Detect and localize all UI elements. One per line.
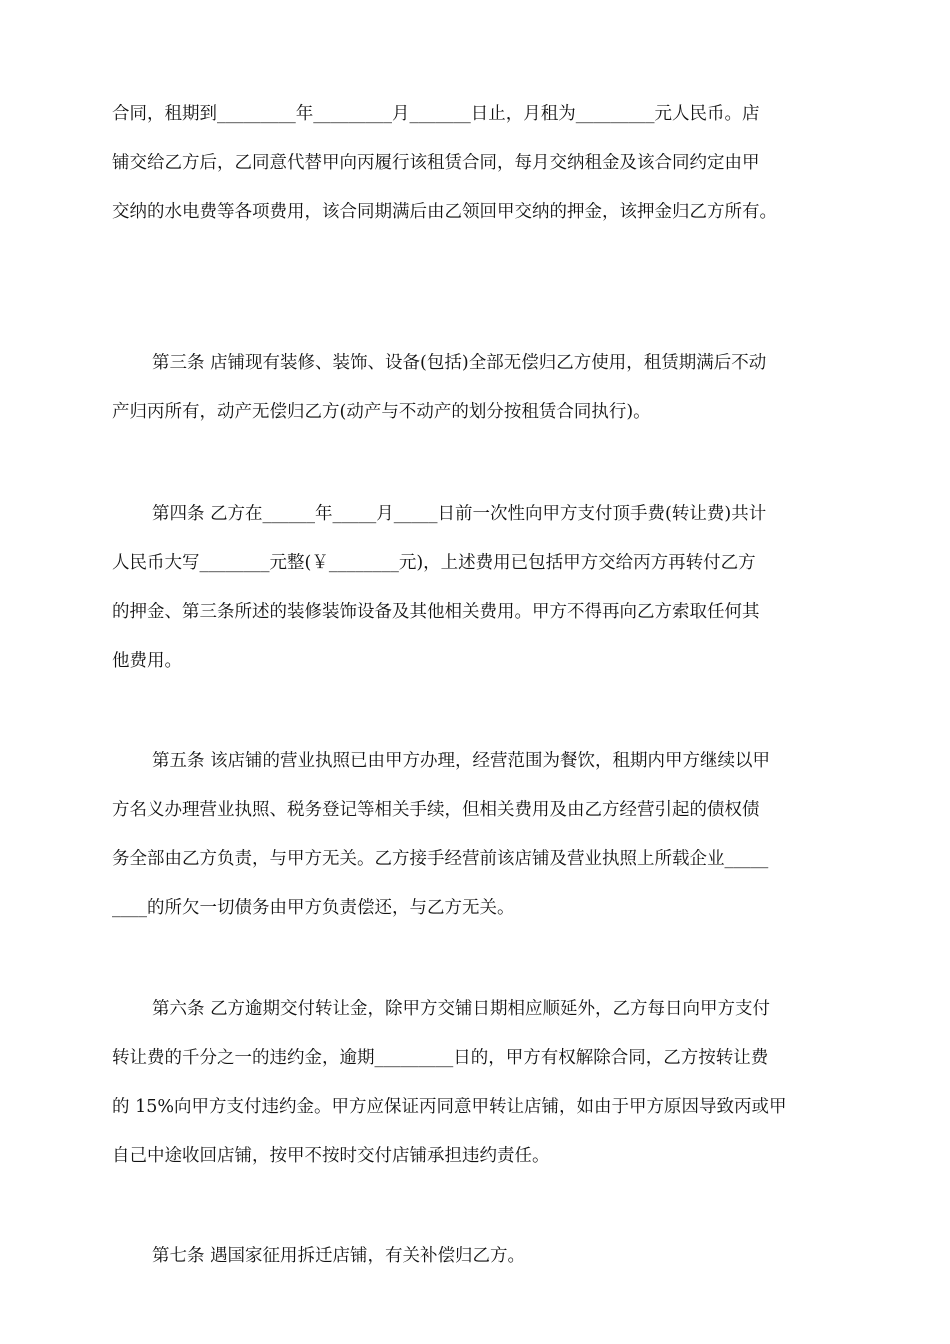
paragraph-article-7 — [112, 1232, 847, 1281]
text-line: 他费用。 — [112, 651, 182, 671]
text-line: 自己中途收回店铺，按甲不按时交付店铺承担违约责任。 — [112, 1146, 550, 1166]
paragraph-contract-term-continued — [112, 90, 847, 237]
text-line: 方名义办理营业执照、税务登记等相关手续，但相关费用及由乙方经营引起的债权债 — [112, 800, 760, 820]
text-line: 铺交给乙方后，乙同意代替甲向丙履行该租赁合同，每月交纳租金及该合同约定由甲 — [112, 153, 760, 173]
text-line: 人民币大写________元整(￥________元)，上述费用已包括甲方交给丙方再转付乙方 — [112, 553, 756, 573]
text-line: 第六条 乙方逾期交付转让金，除甲方交铺日期相应顺延外，乙方每日向甲方支付 — [152, 999, 771, 1019]
paragraph-article-5 — [112, 737, 847, 933]
paragraph-article-4 — [112, 490, 847, 686]
text-line: 产归丙所有，动产无偿归乙方(动产与不动产的划分按租赁合同执行)。 — [112, 402, 651, 422]
text-line: 的押金、第三条所述的装修装饰设备及其他相关费用。甲方不得再向乙方索取任何其 — [112, 602, 760, 622]
text-line: 第三条 店铺现有装修、装饰、设备(包括)全部无偿归乙方使用，租赁期满后不动 — [152, 353, 767, 373]
text-line: 第五条 该店铺的营业执照已由甲方办理，经营范围为餐饮，租期内甲方继续以甲 — [152, 751, 771, 771]
text-line: 第四条 乙方在______年_____月_____日前一次性向甲方支付顶手费(转让费)共计 — [152, 504, 767, 524]
paragraph-article-3 — [112, 339, 847, 437]
paragraph-article-6 — [112, 985, 847, 1181]
text-line: 合同，租期到_________年_________月_______日止，月租为_________元人民币。店 — [112, 104, 760, 124]
text-line: ____的所欠一切债务由甲方负责偿还，与乙方无关。 — [112, 898, 515, 918]
text-line: 转让费的千分之一的违约金，逾期_________日的，甲方有权解除合同，乙方按转让费 — [112, 1048, 769, 1068]
text-line: 交纳的水电费等各项费用，该合同期满后由乙领回甲交纳的押金，该押金归乙方所有。 — [112, 202, 777, 222]
text-line: 的 15%向甲方支付违约金。甲方应保证丙同意甲转让店铺，如由于甲方原因导致丙或甲 — [112, 1097, 787, 1117]
text-line: 务全部由乙方负责，与甲方无关。乙方接手经营前该店铺及营业执照上所载企业_____ — [112, 849, 769, 869]
text-line: 第七条 遇国家征用拆迁店铺，有关补偿归乙方。 — [152, 1246, 526, 1266]
